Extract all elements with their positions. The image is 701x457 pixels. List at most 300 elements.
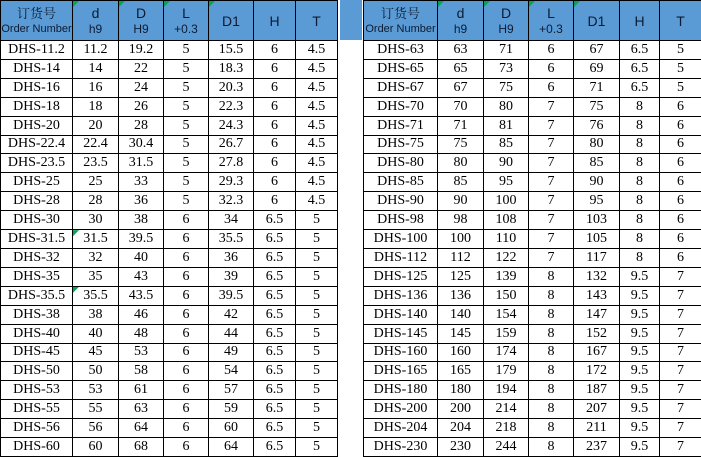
table-row xyxy=(364,59,701,78)
value-cell: 8 xyxy=(529,267,574,286)
table-row xyxy=(1,230,338,249)
value-cell: 85 xyxy=(438,173,484,192)
value-cell: 154 xyxy=(484,305,529,324)
order-number-cell: DHS-28 xyxy=(1,192,73,211)
value-cell: 35 xyxy=(73,267,119,286)
value-cell: 4.5 xyxy=(296,192,338,211)
value-cell: 160 xyxy=(438,343,484,362)
value-cell: 36 xyxy=(209,248,254,267)
value-cell: 180 xyxy=(438,381,484,400)
order-number-cell: DHS-55 xyxy=(1,400,73,419)
value-cell: 7 xyxy=(660,343,701,362)
value-cell: 7 xyxy=(529,248,574,267)
value-cell: 7 xyxy=(660,381,701,400)
order-number-cell: DHS-80 xyxy=(364,154,438,173)
order-number-cell: DHS-11.2 xyxy=(1,41,73,60)
value-cell: 57 xyxy=(209,381,254,400)
value-cell: 140 xyxy=(438,305,484,324)
order-number-cell: DHS-160 xyxy=(364,343,438,362)
value-cell: 8 xyxy=(529,324,574,343)
value-cell: 39.5 xyxy=(209,286,254,305)
value-cell: 8 xyxy=(620,230,660,249)
value-cell: 7 xyxy=(660,286,701,305)
value-cell: 14 xyxy=(73,59,119,78)
header-d: d h9 xyxy=(438,1,484,41)
value-cell: 67 xyxy=(574,41,620,60)
order-number-cell: DHS-14 xyxy=(1,59,73,78)
value-cell: 6 xyxy=(660,97,701,116)
value-cell: 16 xyxy=(73,78,119,97)
header-L: L +0.3 xyxy=(529,1,574,41)
value-cell: 6 xyxy=(660,173,701,192)
value-cell: 23.5 xyxy=(73,154,119,173)
value-cell: 27.8 xyxy=(209,154,254,173)
value-cell: 172 xyxy=(574,362,620,381)
value-cell: 4.5 xyxy=(296,78,338,97)
value-cell: 95 xyxy=(574,192,620,211)
order-number-cell: DHS-85 xyxy=(364,173,438,192)
value-cell: 9.5 xyxy=(620,400,660,419)
table-row xyxy=(1,192,338,211)
value-cell: 71 xyxy=(484,41,529,60)
value-cell: 64 xyxy=(119,419,164,438)
value-cell: 5 xyxy=(296,305,338,324)
table-row xyxy=(364,135,701,154)
value-cell: 108 xyxy=(484,211,529,230)
table-row xyxy=(364,116,701,135)
order-number-cell: DHS-35 xyxy=(1,267,73,286)
value-cell: 4.5 xyxy=(296,135,338,154)
value-cell: 6.5 xyxy=(254,267,296,286)
value-cell: 30 xyxy=(73,211,119,230)
value-cell: 45 xyxy=(73,343,119,362)
order-number-cell: DHS-38 xyxy=(1,305,73,324)
value-cell: 90 xyxy=(484,154,529,173)
value-cell: 75 xyxy=(574,97,620,116)
value-cell: 65 xyxy=(438,59,484,78)
value-cell: 9.5 xyxy=(620,286,660,305)
value-cell: 6.5 xyxy=(620,41,660,60)
value-cell: 90 xyxy=(438,192,484,211)
table-row xyxy=(1,97,338,116)
table-row xyxy=(1,324,338,343)
value-cell: 53 xyxy=(73,381,119,400)
value-cell: 230 xyxy=(438,438,484,457)
order-number-cell: DHS-65 xyxy=(364,59,438,78)
spec-table-left xyxy=(0,0,338,457)
error-marker-icon xyxy=(73,287,79,293)
value-cell: 4.5 xyxy=(296,173,338,192)
value-cell: 39.5 xyxy=(119,230,164,249)
order-number-cell: DHS-112 xyxy=(364,248,438,267)
value-cell: 8 xyxy=(529,381,574,400)
value-cell: 5 xyxy=(296,211,338,230)
value-cell: 32 xyxy=(73,248,119,267)
value-cell: 6.5 xyxy=(254,305,296,324)
value-cell: 24 xyxy=(119,78,164,97)
order-number-cell: DHS-71 xyxy=(364,116,438,135)
value-cell: 48 xyxy=(119,324,164,343)
table-row xyxy=(1,438,338,457)
value-cell: 6.5 xyxy=(254,419,296,438)
value-cell: 6 xyxy=(660,248,701,267)
value-cell: 6 xyxy=(254,154,296,173)
order-number-cell: DHS-30 xyxy=(1,211,73,230)
value-cell: 4.5 xyxy=(296,154,338,173)
value-cell: 9.5 xyxy=(620,419,660,438)
value-cell: 6 xyxy=(660,154,701,173)
value-cell: 38 xyxy=(119,211,164,230)
value-cell: 6 xyxy=(660,192,701,211)
value-cell: 152 xyxy=(574,324,620,343)
table-row xyxy=(1,267,338,286)
value-cell: 6.5 xyxy=(254,324,296,343)
value-cell: 58 xyxy=(119,362,164,381)
value-cell: 71 xyxy=(574,78,620,97)
value-cell: 174 xyxy=(484,343,529,362)
value-cell: 11.2 xyxy=(73,41,119,60)
value-cell: 6 xyxy=(164,324,209,343)
value-cell: 22 xyxy=(119,59,164,78)
table-row xyxy=(364,324,701,343)
order-number-cell: DHS-230 xyxy=(364,438,438,457)
value-cell: 6.5 xyxy=(254,438,296,457)
order-number-label-en: Order Number xyxy=(1,22,72,35)
table-row xyxy=(1,381,338,400)
header-row xyxy=(1,1,338,41)
table-row xyxy=(364,248,701,267)
value-cell: 6 xyxy=(254,97,296,116)
value-cell: 7 xyxy=(529,116,574,135)
table-row xyxy=(364,400,701,419)
header-D1: D1 xyxy=(209,1,254,41)
value-cell: 7 xyxy=(529,192,574,211)
value-cell: 200 xyxy=(438,400,484,419)
value-cell: 117 xyxy=(574,248,620,267)
table-row xyxy=(364,173,701,192)
error-marker-icon xyxy=(73,230,79,236)
value-cell: 39 xyxy=(209,267,254,286)
order-number-cell: DHS-70 xyxy=(364,97,438,116)
value-cell: 95 xyxy=(484,173,529,192)
order-number-cell: DHS-16 xyxy=(1,78,73,97)
order-number-cell: DHS-67 xyxy=(364,78,438,97)
value-cell: 5 xyxy=(296,400,338,419)
value-cell: 75 xyxy=(438,135,484,154)
value-cell: 6.5 xyxy=(620,59,660,78)
order-number-cell: DHS-98 xyxy=(364,211,438,230)
value-cell: 8 xyxy=(529,286,574,305)
value-cell: 80 xyxy=(438,154,484,173)
order-number-cell: DHS-204 xyxy=(364,419,438,438)
value-cell: 19.2 xyxy=(119,41,164,60)
value-cell: 100 xyxy=(438,230,484,249)
spacer-column-header xyxy=(340,0,362,40)
table-row xyxy=(364,211,701,230)
value-cell: 6 xyxy=(529,41,574,60)
order-number-cell: DHS-125 xyxy=(364,267,438,286)
table-row xyxy=(364,419,701,438)
value-cell: 8 xyxy=(620,211,660,230)
value-cell: 122 xyxy=(484,248,529,267)
table-row xyxy=(1,173,338,192)
value-cell: 5 xyxy=(296,267,338,286)
value-cell: 63 xyxy=(119,400,164,419)
table-row xyxy=(1,59,338,78)
value-cell: 6 xyxy=(164,438,209,457)
value-cell: 214 xyxy=(484,400,529,419)
table-row xyxy=(1,248,338,267)
order-number-cell: DHS-25 xyxy=(1,173,73,192)
header-D: D H9 xyxy=(484,1,529,41)
value-cell: 4.5 xyxy=(296,41,338,60)
value-cell: 85 xyxy=(484,135,529,154)
value-cell: 6 xyxy=(660,116,701,135)
value-cell: 67 xyxy=(438,78,484,97)
value-cell: 6 xyxy=(164,343,209,362)
value-cell: 7 xyxy=(660,400,701,419)
value-cell: 56 xyxy=(73,419,119,438)
value-cell: 33 xyxy=(119,173,164,192)
order-number-cell: DHS-100 xyxy=(364,230,438,249)
value-cell: 31.5 xyxy=(119,154,164,173)
value-cell: 6 xyxy=(529,78,574,97)
table-body-right xyxy=(364,41,701,457)
value-cell: 237 xyxy=(574,438,620,457)
value-cell: 76 xyxy=(574,116,620,135)
order-number-cell: DHS-18 xyxy=(1,97,73,116)
value-cell: 5 xyxy=(164,173,209,192)
value-cell: 194 xyxy=(484,381,529,400)
value-cell: 8 xyxy=(529,305,574,324)
value-cell: 7 xyxy=(660,362,701,381)
table-row xyxy=(364,230,701,249)
value-cell: 5 xyxy=(164,78,209,97)
value-cell: 75 xyxy=(484,78,529,97)
value-cell: 5 xyxy=(296,362,338,381)
value-cell: 165 xyxy=(438,362,484,381)
value-cell: 5 xyxy=(164,97,209,116)
value-cell: 90 xyxy=(574,173,620,192)
value-cell: 85 xyxy=(574,154,620,173)
table-row xyxy=(364,78,701,97)
value-cell: 5 xyxy=(164,116,209,135)
value-cell: 59 xyxy=(209,400,254,419)
value-cell: 5 xyxy=(296,248,338,267)
value-cell: 6 xyxy=(164,381,209,400)
value-cell: 7 xyxy=(660,305,701,324)
value-cell: 4.5 xyxy=(296,59,338,78)
header-H: H xyxy=(254,1,296,41)
value-cell: 147 xyxy=(574,305,620,324)
value-cell: 8 xyxy=(529,400,574,419)
table-row xyxy=(1,41,338,60)
table-row xyxy=(364,362,701,381)
order-number-cell: DHS-45 xyxy=(1,343,73,362)
table-row xyxy=(1,305,338,324)
order-number-cell: DHS-31.5 xyxy=(1,230,73,249)
value-cell: 54 xyxy=(209,362,254,381)
value-cell: 43 xyxy=(119,267,164,286)
table-row xyxy=(1,116,338,135)
value-cell: 218 xyxy=(484,419,529,438)
value-cell: 61 xyxy=(119,381,164,400)
order-number-cell: DHS-75 xyxy=(364,135,438,154)
value-cell: 6 xyxy=(164,211,209,230)
value-cell: 15.5 xyxy=(209,41,254,60)
value-cell: 98 xyxy=(438,211,484,230)
value-cell: 20.3 xyxy=(209,78,254,97)
value-cell: 70 xyxy=(438,97,484,116)
value-cell: 6 xyxy=(254,41,296,60)
value-cell: 6.5 xyxy=(254,211,296,230)
order-number-cell: DHS-63 xyxy=(364,41,438,60)
header-D: D H9 xyxy=(119,1,164,41)
value-cell: 150 xyxy=(484,286,529,305)
value-cell: 8 xyxy=(529,362,574,381)
value-cell: 35.5 xyxy=(73,286,119,305)
value-cell: 4.5 xyxy=(296,97,338,116)
value-cell: 7 xyxy=(660,267,701,286)
value-cell: 60 xyxy=(73,438,119,457)
value-cell: 7 xyxy=(529,154,574,173)
value-cell: 8 xyxy=(620,154,660,173)
value-cell: 204 xyxy=(438,419,484,438)
value-cell: 49 xyxy=(209,343,254,362)
value-cell: 6 xyxy=(164,362,209,381)
value-cell: 20 xyxy=(73,116,119,135)
value-cell: 71 xyxy=(438,116,484,135)
table-row xyxy=(364,343,701,362)
value-cell: 6 xyxy=(660,211,701,230)
table-row xyxy=(364,154,701,173)
table-body-left xyxy=(1,41,338,457)
value-cell: 6.5 xyxy=(254,286,296,305)
value-cell: 6 xyxy=(254,59,296,78)
value-cell: 25 xyxy=(73,173,119,192)
value-cell: 6 xyxy=(254,173,296,192)
value-cell: 7 xyxy=(529,173,574,192)
value-cell: 5 xyxy=(164,59,209,78)
order-number-label-cn: 订货号 xyxy=(380,5,420,21)
value-cell: 31.5 xyxy=(73,230,119,249)
table-row xyxy=(1,400,338,419)
header-order-number xyxy=(364,1,438,41)
value-cell: 6.5 xyxy=(254,343,296,362)
order-number-cell: DHS-23.5 xyxy=(1,154,73,173)
value-cell: 6 xyxy=(164,305,209,324)
value-cell: 40 xyxy=(119,248,164,267)
header-D1: D1 xyxy=(574,1,620,41)
table-header xyxy=(364,1,701,41)
value-cell: 69 xyxy=(574,59,620,78)
value-cell: 6 xyxy=(164,286,209,305)
order-number-cell: DHS-22.4 xyxy=(1,135,73,154)
header-L: L +0.3 xyxy=(164,1,209,41)
table-row xyxy=(1,362,338,381)
value-cell: 43.5 xyxy=(119,286,164,305)
value-cell: 9.5 xyxy=(620,343,660,362)
value-cell: 125 xyxy=(438,267,484,286)
value-cell: 5 xyxy=(660,59,701,78)
value-cell: 132 xyxy=(574,267,620,286)
error-marker-icon xyxy=(574,1,580,7)
value-cell: 5 xyxy=(296,438,338,457)
value-cell: 5 xyxy=(296,230,338,249)
value-cell: 6 xyxy=(529,59,574,78)
table-row xyxy=(1,211,338,230)
table-row xyxy=(364,267,701,286)
value-cell: 5 xyxy=(164,154,209,173)
order-number-cell: DHS-145 xyxy=(364,324,438,343)
value-cell: 8 xyxy=(529,438,574,457)
value-cell: 8 xyxy=(529,343,574,362)
value-cell: 9.5 xyxy=(620,381,660,400)
value-cell: 7 xyxy=(529,135,574,154)
order-number-cell: DHS-50 xyxy=(1,362,73,381)
value-cell: 112 xyxy=(438,248,484,267)
value-cell: 7 xyxy=(529,211,574,230)
order-number-cell: DHS-90 xyxy=(364,192,438,211)
order-number-label-en: Order Number xyxy=(365,22,436,35)
value-cell: 6 xyxy=(254,135,296,154)
table-row xyxy=(364,381,701,400)
value-cell: 40 xyxy=(73,324,119,343)
order-number-cell: DHS-165 xyxy=(364,362,438,381)
table-row xyxy=(364,438,701,457)
order-number-cell: DHS-56 xyxy=(1,419,73,438)
value-cell: 24.3 xyxy=(209,116,254,135)
value-cell: 5 xyxy=(164,41,209,60)
value-cell: 179 xyxy=(484,362,529,381)
header-row xyxy=(364,1,701,41)
value-cell: 46 xyxy=(119,305,164,324)
table-row xyxy=(1,419,338,438)
value-cell: 244 xyxy=(484,438,529,457)
value-cell: 143 xyxy=(574,286,620,305)
error-marker-icon xyxy=(209,1,215,7)
value-cell: 103 xyxy=(574,211,620,230)
value-cell: 60 xyxy=(209,419,254,438)
value-cell: 28 xyxy=(119,116,164,135)
value-cell: 145 xyxy=(438,324,484,343)
table-row xyxy=(364,286,701,305)
table-header xyxy=(1,1,338,41)
value-cell: 50 xyxy=(73,362,119,381)
order-number-cell: DHS-60 xyxy=(1,438,73,457)
table-row xyxy=(1,78,338,97)
order-number-label-cn: 订货号 xyxy=(16,5,56,21)
value-cell: 8 xyxy=(620,248,660,267)
value-cell: 6.5 xyxy=(254,381,296,400)
value-cell: 8 xyxy=(620,116,660,135)
value-cell: 7 xyxy=(529,97,574,116)
value-cell: 80 xyxy=(574,135,620,154)
value-cell: 6 xyxy=(254,116,296,135)
value-cell: 110 xyxy=(484,230,529,249)
order-number-cell: DHS-32 xyxy=(1,248,73,267)
value-cell: 73 xyxy=(484,59,529,78)
value-cell: 8 xyxy=(620,97,660,116)
order-number-cell: DHS-200 xyxy=(364,400,438,419)
value-cell: 6 xyxy=(164,400,209,419)
value-cell: 9.5 xyxy=(620,305,660,324)
header-order-number xyxy=(1,1,73,41)
value-cell: 5 xyxy=(296,324,338,343)
order-number-cell: DHS-20 xyxy=(1,116,73,135)
value-cell: 9.5 xyxy=(620,438,660,457)
value-cell: 8 xyxy=(620,135,660,154)
